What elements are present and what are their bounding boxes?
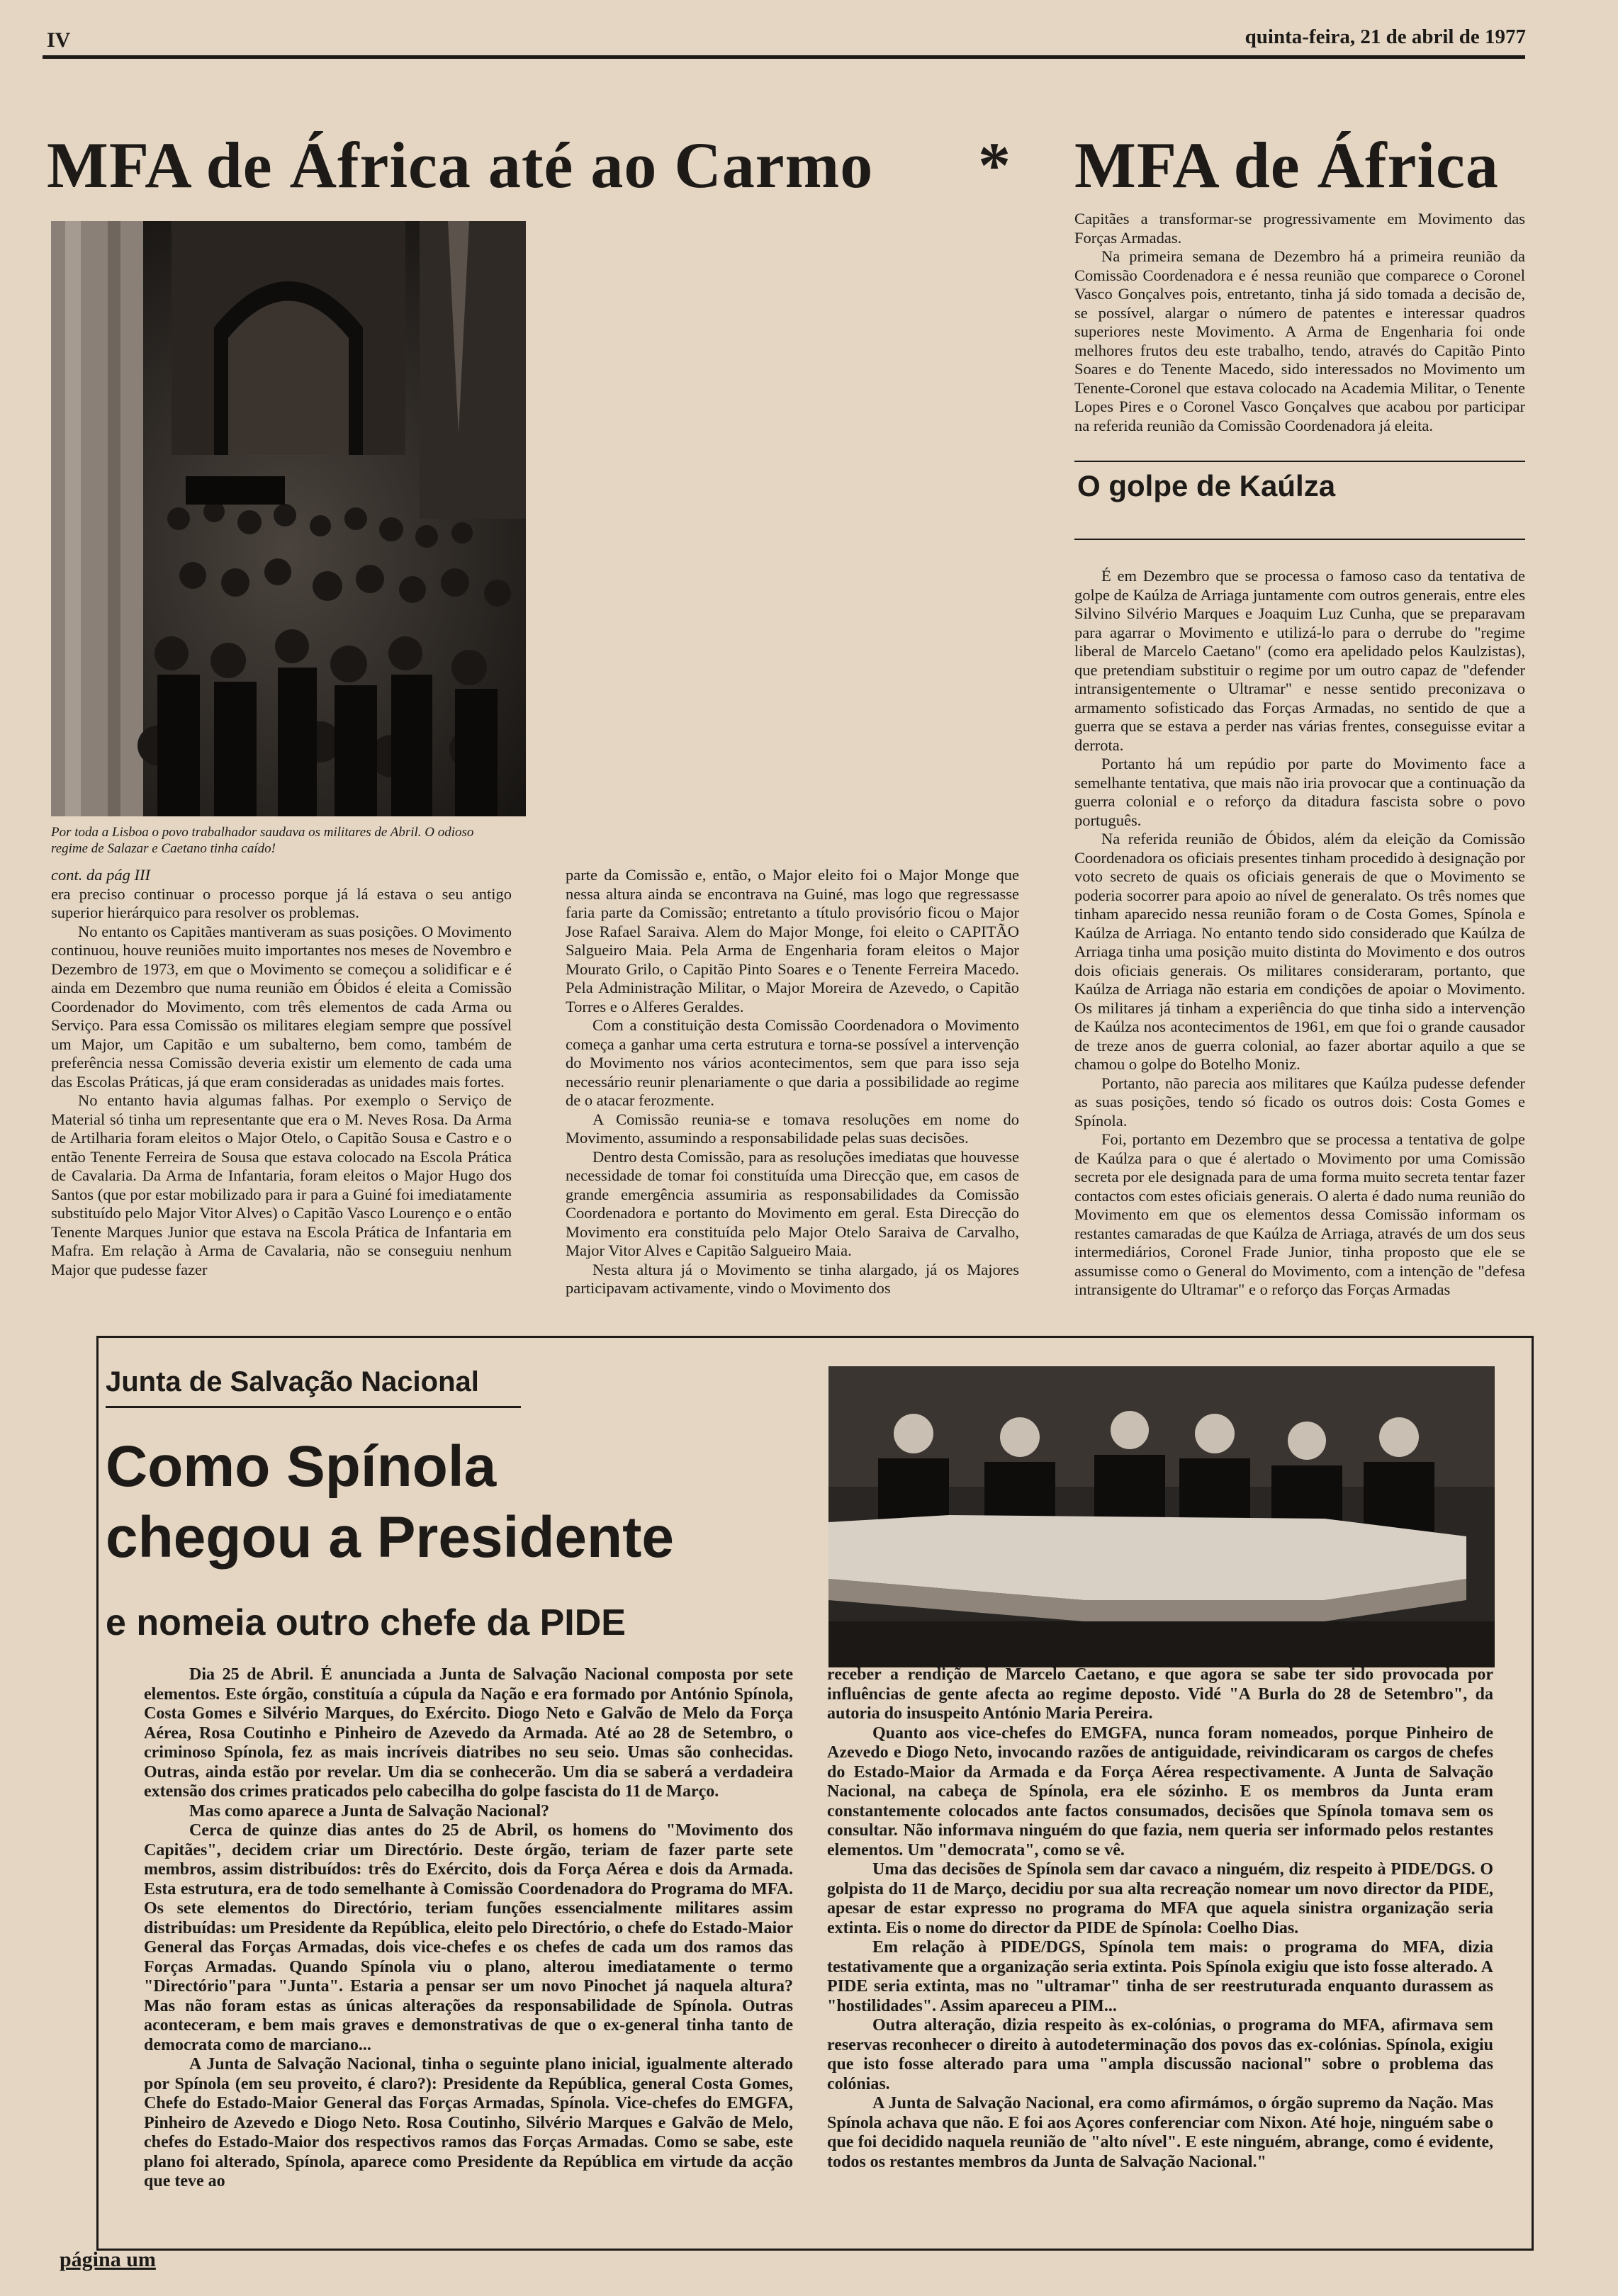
- paragraph: Na referida reunião de Óbidos, além da eleição da Comissão Coordenadora os oficiais presentes tinham procedido à designação por voto secreto de quais os oficiais generais de que o Movimento se poderia socorrer para apoio ao nível de generalato. Os três nomes que tinham aparecido nessa reunião foram o de Costa Gomes, Spínola e Kaúlza de Arriaga. No entanto tendo sido considerado que Kaúlza de Arriaga tinha uma posição muito distinta do Movimento e dos outros dois oficiais generais. Os militares consideraram, portanto, que Kaúlza de Arriaga não estaria em condições de apoiar o Movimento. Os militares já tinham a experiência do que tinha sido a intervenção de Kaúlza nos acontecimentos de 1961, em que foi o grande causador de treze anos de guerra colonial, ao fazer abortar aquilo a que se chamou o golpe do Botelho Moniz.: [1074, 830, 1525, 1073]
- junta-photo-illustration: [828, 1366, 1495, 1667]
- paragraph: A Junta de Salvação Nacional, era como afirmámos, o órgão supremo da Nação. Mas Spínola achava que não. E foi aos Açores conferenciar com Nixon. Até hoje, ninguém sabe o que foi decidido naquela reunião de "alto nível". E este ninguém, abrange, como é evidente, todos os restantes membros da Junta de Salvação Nacional.": [827, 2094, 1493, 2171]
- paragraph: A Comissão reunia-se e tomava resoluções em nome do Movimento, assumindo a responsabilidade pelas suas decisões.: [566, 1110, 1019, 1147]
- box-column-1: [144, 1665, 793, 2239]
- paragraph: Dia 25 de Abril. É anunciada a Junta de Salvação Nacional composta por sete elementos. Este órgão, constituía a cúpula da Nação e era formado por António Spínola, Costa Gomes e Silvério Marques, do Exército. Diogo Neto e Galvão de Melo da Força Aérea, Rosa Coutinho e Pinheiro de Azevedo da Armada. Até ao 28 de Setembro, o criminoso Spínola, fez as mais incríveis diatribes no seu seio. Umas são conhecidas. Outras, ainda estão por revelar. Um dia se conhecerão. Um dia se saberá a verdadeira extensão dos crimes praticados pelo cabecilha do golpe fascista do 11 de Março.: [144, 1665, 793, 1801]
- story-title-line-1: Como Spínola: [106, 1434, 497, 1499]
- continued-from-label: cont. da pág III: [51, 866, 150, 884]
- photo-caption: Por toda a Lisboa o povo trabalhador saudava os militares de Abril. O odioso regime de Salazar e Caetano tinha caído!: [51, 825, 474, 856]
- paragraph: Na primeira semana de Dezembro há a primeira reunião da Comissão Coordenadora e é nessa reunião que comparece o Coronel Vasco Gonçalves pois, entretanto, tinha já sido tomada a decisão de, se possível, alargar o número de patentes e interessar quadros superiores neste Movimento. A Arma de Engenharia foi onde melhores frutos deu este trabalho, tendo, através do Capitão Pinto Soares e do Tenente Macedo, sido interessados no Movimento um Tenente-Coronel que estava colocado na Academia Militar, o Tenente Lopes Pires e o Coronel Vasco Gonçalves que acabou por participar na referida reunião da Comissão Coordenadora já eleita.: [1074, 247, 1525, 434]
- subhead-rule-bottom: [1074, 539, 1525, 540]
- paragraph: Em relação à PIDE/DGS, Spínola tem mais: o programa do MFA, dizia testativamente que a organização seria extinta. Pois Spínola exigiu que isto fosse alterado. A PIDE seria extinta, mas no "ultramar" tinha de ser reestruturada enquanto durassem as "hostilidades". Assim apareceu a PIM...: [827, 1938, 1493, 2015]
- story-title-line-2: chegou a Presidente: [106, 1505, 675, 1570]
- kicker-underline: [106, 1406, 521, 1408]
- paragraph: Outra alteração, dizia respeito às ex-colónias, o programa do MFA, afirmava sem reservas reconhecer o direito à autodeterminação dos povos das ex-colónias. Spínola, exigiu que isto fosse alterado para uma "ampla discussão nacional" sobre o problema das colónias.: [827, 2016, 1493, 2093]
- paragraph: Mas como aparece a Junta de Salvação Nacional?: [189, 1801, 550, 1821]
- paragraph: Capitães a transformar-se progressivamente em Movimento das Forças Armadas.: [1074, 210, 1525, 247]
- paragraph: Nesta altura já o Movimento se tinha alargado, já os Majores participavam activamente, vindo o Movimento dos: [566, 1260, 1019, 1297]
- paragraph: A Junta de Salvação Nacional, tinha o seguinte plano inicial, igualmente alterado por Spínola (em seu proveito, é claro?): Presidente da República, general Costa Gomes, Chefe do Estado-Maior General das Forças Armadas, Spínola. Vice-chefes do EMGFA, Pinheiro de Azevedo e Diogo Neto. Rosa Coutinho, Silvério Marques e Galvão de Melo, chefes do Estado-Maior dos respectivos ramos das Forças Armadas. Como se sabe, este plano foi alterado, Spínola, aparece como Presidente da República em virtude da acção que teve ao: [144, 2055, 793, 2190]
- paragraph: era preciso continuar o processo porque já lá estava o seu antigo superior hierárquico para resolver os problemas.: [51, 884, 512, 921]
- paragraph: Foi, portanto em Dezembro que se processa a tentativa de golpe de Kaúlza para o que é alertado o Movimento por uma Comissão secreta por ele designada para de uma forma muito secreta tentar fazer contactos com estes oficiais generais. O alerta é dado numa reunião do Movimento em que os elementos dessa Comissão informam os restantes camaradas de que Kaúlza de Arriaga, através de um dos seus intermediários, Coronel Frade Junior, tinha proposto que ele se assumisse como o General do Movimento, com a intenção de "defesa intransigente do Ultramar" e o reforço das Forças Armadas: [1074, 1130, 1525, 1298]
- article-column-3-bottom: [1074, 567, 1525, 1325]
- story-kicker: Junta de Salvação Nacional: [106, 1366, 479, 1397]
- article-column-3-top: [1074, 210, 1525, 444]
- junta-tv-photo: [828, 1366, 1495, 1667]
- paragraph: parte da Comissão e, então, o Major eleito foi o Major Monge que nessa altura ainda se encontrava na Guiné, mas logo que regressasse faria parte da Comissão; entretanto a título provisório ficou o Major Jose Rafael Saraiva. Alem do Major Monge, foi eleito o CAPITÃO Salgueiro Maia. Pela Arma de Engenharia foram eleitos o Major Mourato Grilo, o Capitão Pinto Soares e o Tenente Ferreira Macedo. Pela Administração Militar, o Major Moreira de Azevedo, o Capitão Torres e o Alferes Geraldes.: [566, 866, 1019, 1015]
- headline-separator: *: [978, 129, 1011, 201]
- paragraph: Portanto há um repúdio por parte do Movimento face a semelhante tentativa, que mais não iria provocar que a continuação da guerra colonial e o reforço da ditadura fascista sobre o povo português.: [1074, 755, 1525, 829]
- paragraph: Uma das decisões de Spínola sem dar cavaco a ninguém, diz respeito à PIDE/DGS. O golpista do 11 de Março, decidiu por sua alta recreação nomear um novo director da PIDE, apesar de estar expresso no programa do MFA que aquela sinistra organização seria extinta. Eis o nome do director da PIDE de Spínola: Coelho Dias.: [827, 1860, 1493, 1937]
- box-column-2: [827, 1665, 1493, 2239]
- paragraph: Dentro desta Comissão, para as resoluções imediatas que houvesse necessidade de tomar foi constituída uma Direcção que, em casos de grande emergência assumiria as responsabilidades da Comissão Coordenadora e portanto do Movimento em geral. Esta Direcção do Movimento era constituída pelo Major Otelo Saraiva de Carvalho, Major Vitor Alves e Capitão Salgueiro Maia.: [566, 1147, 1019, 1259]
- header-rule: [43, 55, 1525, 59]
- paragraph: Cerca de quinze dias antes do 25 de Abril, os homens do "Movimento dos Capitães", decidem criar um Directório. Deste órgão, teriam de fazer parte sete membros, assim distribuídos: três do Exército, dois da Força Aérea e dois da Armada. Esta estrutura, era de todo semelhante à Comissão Coordenadora do Programa do MFA. Os sete elementos do Directório, teriam funções essencialmente militares assim distribuídas: um Presidente da República, eleito pelo Directório, o chefe do Estado-Maior General das Forças Armadas, dois vice-chefes e os chefes de cada um dos ramos das Forças Armadas. Quando Spínola viu o plano, alterou imediatamente o termo "Directório"para "Junta". Estaria a pensar ser um novo Pinochet já naquela altura? Mas não foram estas as únicas alterações da responsabilidade de Spínola. Outras aconteceram, e bem mais graves e demonstrativas de que o ex-general tinha tanto de democrata como de marciano...: [144, 1821, 793, 2054]
- page-footer: página um: [60, 2248, 156, 2271]
- paragraph: É em Dezembro que se processa o famoso caso da tentativa de golpe de Kaúlza de Arriaga juntamente com outros generais, entre eles Silvino Silvério Marques e Joaquim Luz Cunha, que se preparavam para agarrar o Movimento e utilizá-lo para o derrube do "regime liberal de Marcelo Caetano" (como era apelidado pelos Kaulzistas), que pretendiam substituir o regime por um outro capaz de "defender intransigentemente o Ultramar" e nesse sentido preconizava o armamento sofisticado das Forças Armadas, no sentido de que a guerra que se estava a perder nas várias frentes, conseguisse evitar a derrota.: [1074, 567, 1525, 754]
- article-column-2: [566, 866, 1019, 1327]
- paragraph: receber a rendição de Marcelo Caetano, e que agora se sabe ter sido provocada por influências de gente afecta ao regime deposto. Vidé "A Burla do 28 de Setembro", da autoria do insuspeito António Maria Pereira.: [827, 1665, 1493, 1723]
- junta-story-box: [96, 1336, 1534, 2251]
- paragraph: Com a constituição desta Comissão Coordenadora o Movimento começa a ganhar uma certa estrutura e torna-se possível a intervenção do Movimento nos vários acontecimentos, sem que para isso seja necessário reunir plenariamente o que daria a possibilidade ao regime de o atacar ferozmente.: [566, 1016, 1019, 1109]
- crowd-photo-illustration: [51, 221, 526, 816]
- paragraph: No entanto os Capitães mantiveram as suas posições. O Movimento continuou, houve reuniões muito importantes nos meses de Novembro e Dezembro de 1973, em que o Movimento se começou a solidificar e é ainda em Dezembro que numa reunião em Óbidos é eleita a Comissão Coordenador do Movimento, com três elementos de cada Arma ou Serviço. Para essa Comissão os militares elegiam sempre que possível um Major, um Capitão e um subalterno, bem como, também de preferência nessa Comissão deveria existir um elemento de cada uma das Escolas Práticas, já que eram consideradas as unidades mais fortes.: [51, 922, 512, 1091]
- paragraph: Portanto, não parecia aos militares que Kaúlza pudesse defender as suas posições, tendo só ficado os outros dois: Costa Gomes e Spínola.: [1074, 1074, 1525, 1130]
- subhead-rule-top: [1074, 461, 1525, 462]
- paragraph: Quanto aos vice-chefes do EMGFA, nunca foram nomeados, porque Pinheiro de Azevedo e Diogo Neto, invocando razões de antiguidade, reivindicaram os cargos de chefes do Estado-Maior da Armada e da Força Aérea respectivamente. A Junta de Salvação Nacional, na cabeça de Spínola, era ele sózinho. E os membros da Junta eram constantemente colocados ante factos consumados, decisões que Spínola tomava sem os consultar. Não informava ninguém do que fazia, nem queria ser informado pelos restantes elementos. Um "democrata", como se vê.: [827, 1723, 1493, 1859]
- page-folio: IV: [47, 28, 71, 52]
- article-column-1: [51, 866, 512, 1327]
- crowd-photo: [51, 221, 526, 816]
- dateline: quinta-feira, 21 de abril de 1977: [1245, 26, 1526, 48]
- main-headline: MFA de África até ao Carmo: [47, 129, 874, 201]
- subhead-golpe-kaulza: O golpe de Kaúlza: [1077, 469, 1336, 502]
- story-subtitle: e nomeia outro chefe da PIDE: [106, 1602, 626, 1643]
- continued-headline: MFA de África: [1074, 129, 1499, 201]
- paragraph: No entanto havia algumas falhas. Por exemplo o Serviço de Material só tinha um representante que era o M. Neves Rosa. Da Arma de Artilharia foram eleitos o Major Otelo, o Capitão Sousa e Castro e o então Tenente Ferreira de Sousa que estava colocado na Escola Prática de Cavalaria. Da Arma de Infantaria, foram eleitos o Major Hugo dos Santos (que por estar mobilizado para ir para a Guiné foi imediatamente substituído pelo Major Vitor Alves) o Capitão Vasco Lourenço e o então Tenente Marques Junior que estava na Escola Prática de Infantaria em Mafra. Em relação à Arma de Cavalaria, não se conseguiu nenhum Major que pudesse fazer: [51, 1091, 512, 1278]
